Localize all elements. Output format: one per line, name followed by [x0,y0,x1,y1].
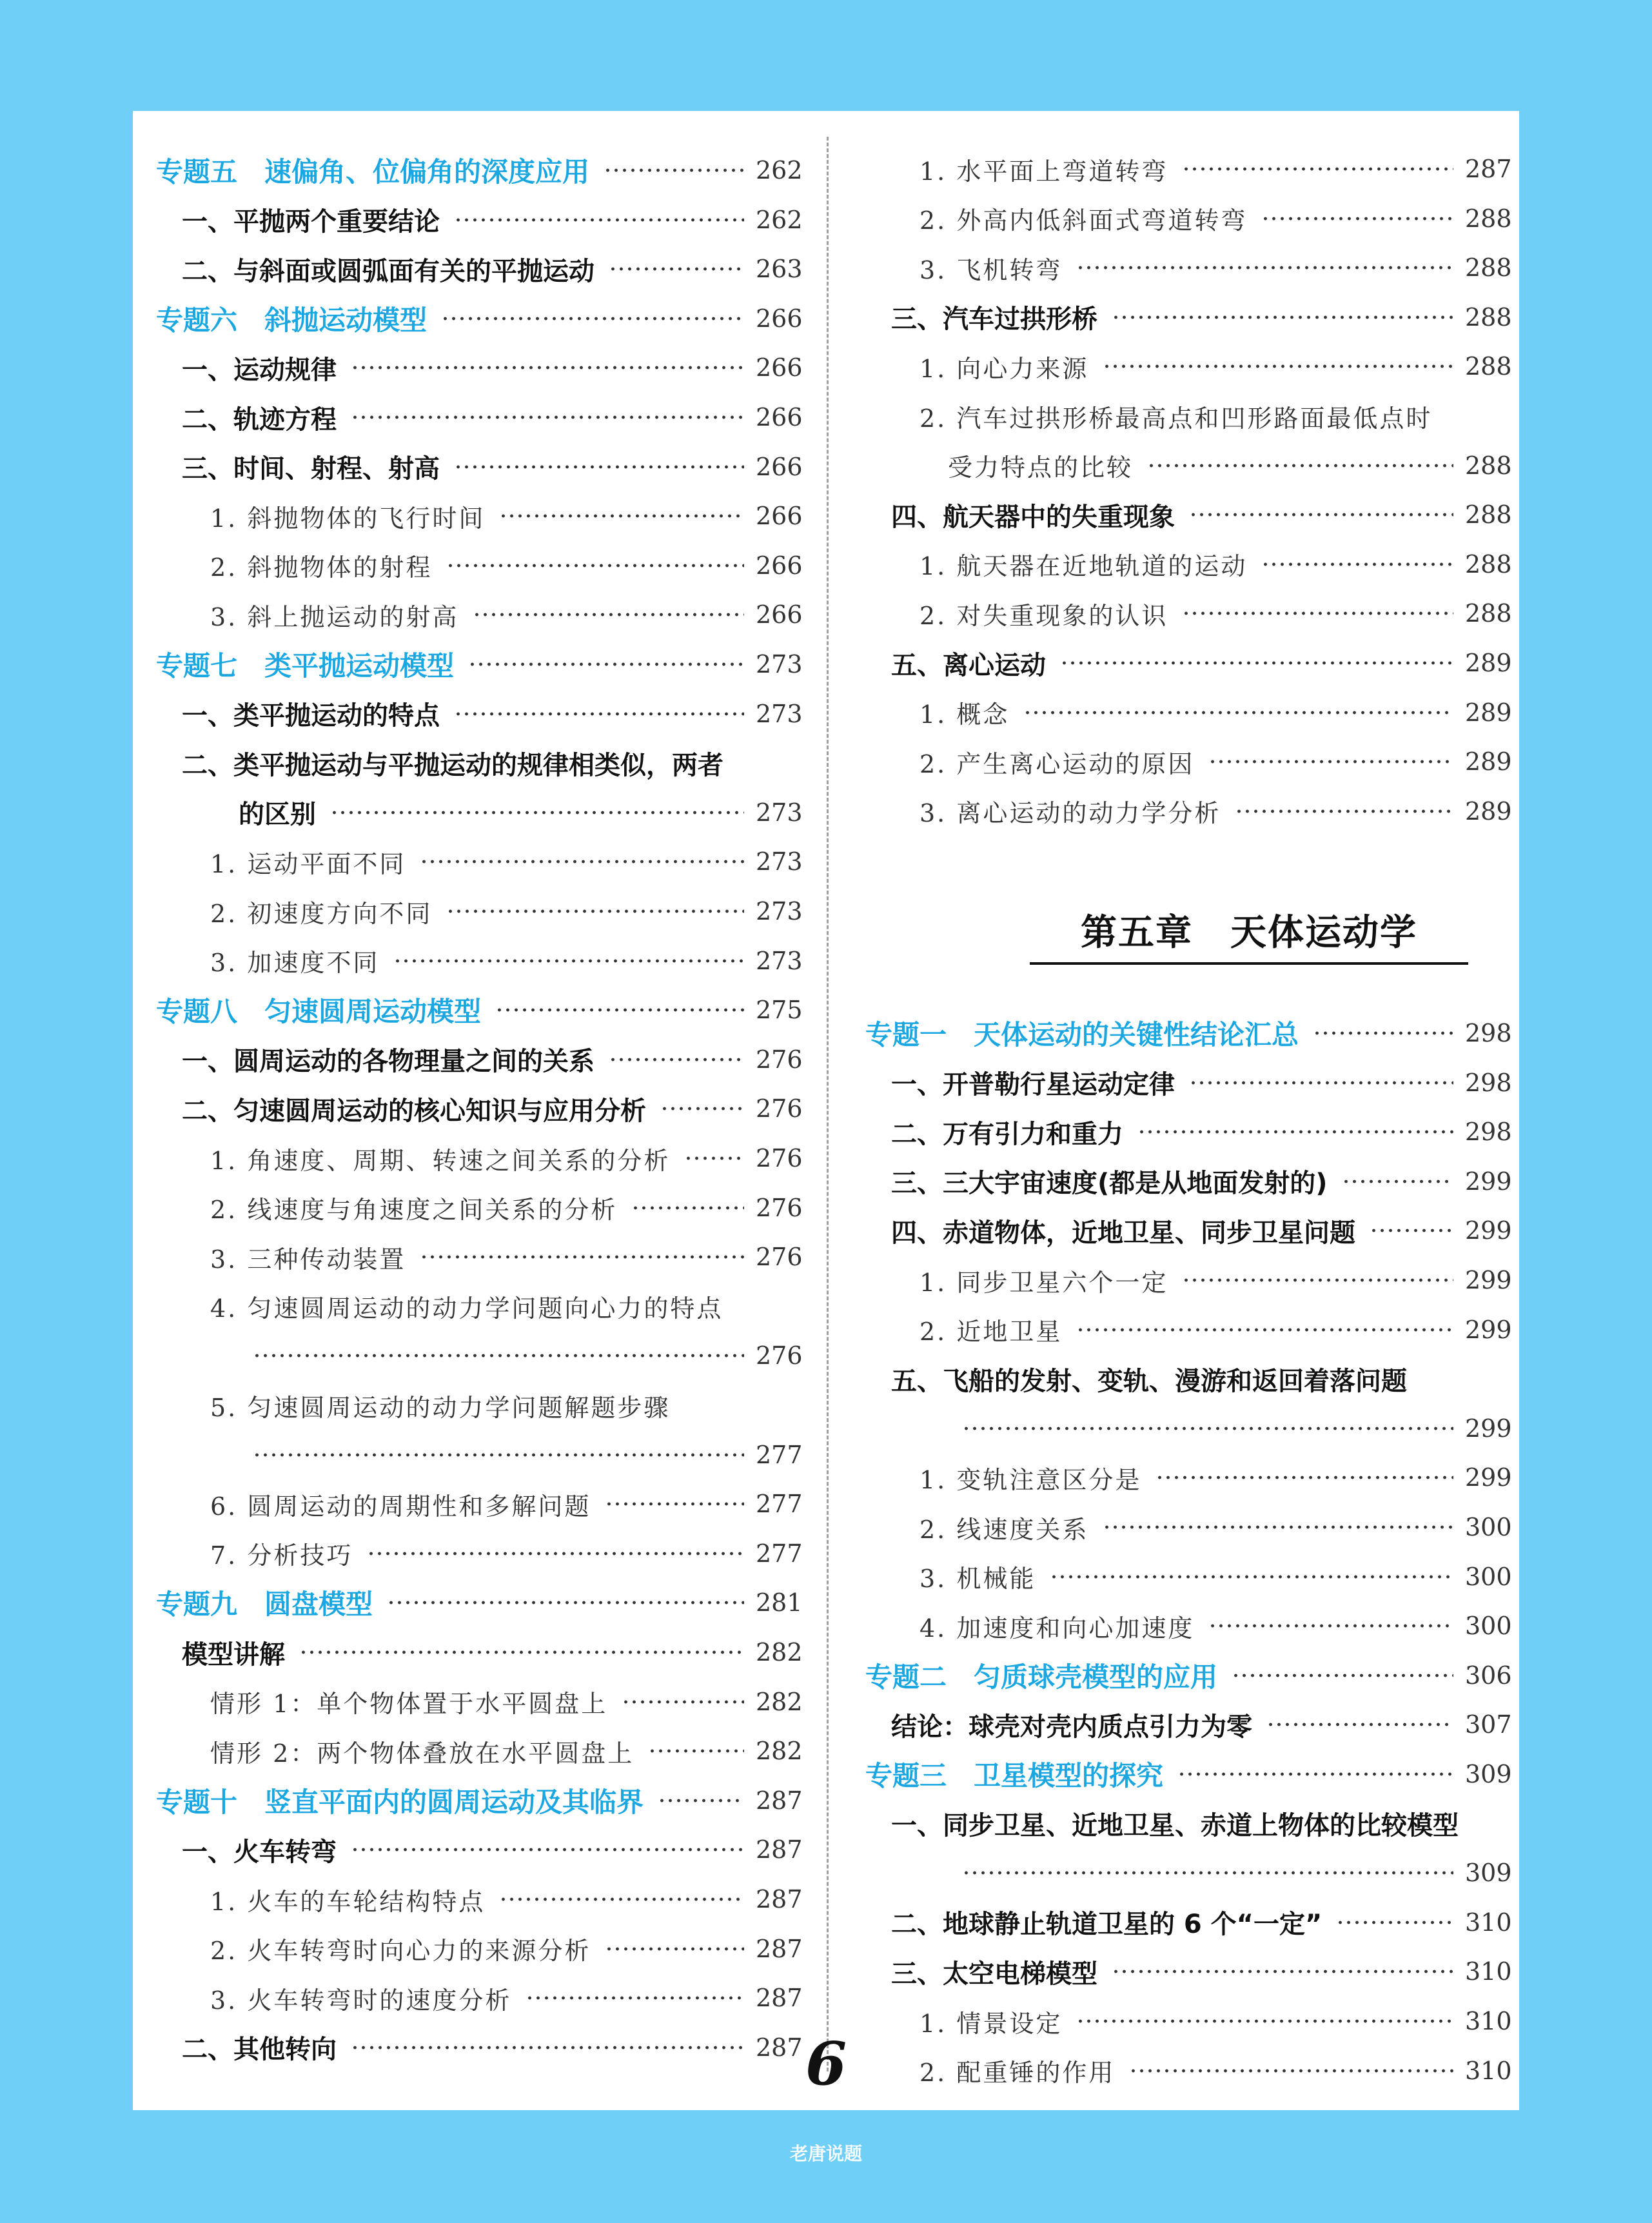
dot-leader [441,317,744,321]
toc-entry-title: 一、类平抛运动的特点 [182,701,440,731]
toc-entry[interactable] [156,448,801,486]
toc-entry-page: 299 [1465,1463,1512,1492]
toc-entry-page: 287 [756,1984,803,2013]
dot-leader [473,613,744,617]
toc-entry-title: 一、火车转弯 [182,1837,337,1867]
toc-entry[interactable] [156,1683,801,1721]
toc-entry[interactable] [156,250,801,288]
dot-leader [330,811,744,815]
toc-entry[interactable] [156,1040,801,1079]
toc-entry-page: 307 [1465,1710,1512,1739]
dot-leader [1076,1328,1453,1332]
toc-entry-page: 309 [1465,1859,1512,1888]
toc-entry-title: 2. 配重锤的作用 [919,2059,1116,2088]
dot-leader [622,1700,744,1704]
toc-entry-title: 专题七 类平抛运动模型 [156,650,455,682]
toc-entry-page: 281 [756,1588,803,1617]
toc-entry[interactable] [156,695,801,733]
toc-entry-page: 266 [756,502,803,531]
dot-leader [609,267,744,271]
toc-entry-title: 一、运动规律 [182,355,337,385]
dot-leader [351,1848,744,1852]
toc-entry-title: 2. 对失重现象的认识 [919,601,1168,630]
toc-entry-title: 专题五 速偏角、位偏角的深度应用 [156,156,590,188]
toc-entry-title: 1. 概念 [919,700,1010,729]
toc-entry[interactable] [865,1310,1510,1349]
toc-entry-page: 282 [756,1737,803,1766]
dot-leader [387,1601,744,1605]
toc-entry-page: 262 [756,205,803,234]
dot-leader [962,1427,1453,1430]
toc-entry-page: 289 [1465,796,1512,825]
dot-leader [1155,1476,1453,1479]
dot-leader [1208,1624,1453,1628]
toc-entry[interactable] [865,1853,1510,1892]
dot-leader [1177,1772,1453,1776]
dot-leader [660,1107,744,1111]
toc-entry[interactable] [156,1633,801,1672]
toc-entry-page: 288 [1465,599,1512,628]
dot-leader [351,415,744,419]
toc-entry-title: 二、匀速圆周运动的核心知识与应用分析 [182,1096,646,1126]
dot-leader [253,1453,744,1457]
toc-entry-title: 情形 1：单个物体置于水平圆盘上 [210,1690,608,1719]
dot-leader [1023,711,1453,715]
toc-entry-title: 1. 变轨注意区分是 [919,1465,1142,1494]
toc-entry-title: 一、开普勒行星运动定律 [891,1070,1175,1100]
toc-entry-page: 273 [756,798,803,827]
toc-entry-title: 1. 斜抛物体的飞行时间 [210,504,486,533]
toc-entry-page: 277 [756,1539,803,1568]
toc-entry-title: 模型讲解 [182,1639,285,1670]
toc-entry-page: 299 [1465,1414,1512,1443]
toc-entry[interactable] [865,792,1510,831]
toc-entry-page: 273 [756,897,803,925]
toc-entry-page: 298 [1465,1068,1512,1097]
toc-entry-page: 276 [756,1341,803,1370]
toc-entry[interactable] [865,693,1510,732]
toc-entry-page: 287 [756,1835,803,1864]
toc-entry[interactable] [865,1656,1510,1695]
toc-entry-page: 275 [756,996,803,1025]
toc-entry-page: 288 [1465,500,1512,529]
dot-leader [1182,167,1453,171]
toc-entry-title: 结论：球壳对壳内质点引力为零 [891,1712,1252,1742]
toc-entry[interactable] [156,892,801,931]
toc-entry-page: 282 [756,1638,803,1666]
dot-leader [446,909,744,913]
toc-entry-page: 300 [1465,1612,1512,1641]
toc-entry-page: 266 [756,551,803,580]
toc-entry-title: 2. 外高内低斜面式弯道转弯 [919,206,1248,235]
toc-entry-title: 三、汽车过拱形桥 [891,304,1097,335]
toc-entry-page: 288 [1465,451,1512,480]
toc-entry-page: 288 [1465,253,1512,282]
toc-entry-title: 专题六 斜抛运动模型 [156,304,428,336]
toc-entry-title: 三、三大宇宙速度(都是从地面发射的) [891,1169,1328,1199]
toc-entry-title: 二、与斜面或圆弧面有关的平抛运动 [182,256,595,286]
toc-entry-page: 288 [1465,352,1512,381]
toc-entry[interactable] [865,1261,1510,1299]
toc-entry-title: 3. 离心运动的动力学分析 [919,799,1221,828]
toc-entry[interactable] [865,1359,1510,1398]
dot-leader [454,712,744,716]
toc-entry-page: 262 [756,156,803,184]
dot-leader [609,1058,744,1062]
dot-leader [1266,1723,1453,1726]
dot-leader [631,1206,744,1210]
toc-entry[interactable] [865,1458,1510,1497]
toc-entry-page: 263 [756,255,803,284]
toc-entry-page: 299 [1465,1167,1512,1196]
toc-entry-title: 2. 产生离心运动的原因 [919,749,1195,778]
dot-leader [648,1749,744,1753]
toc-entry-title: 5. 匀速圆周运动的动力学问题解题步骤 [210,1393,671,1422]
toc-entry-page: 306 [1465,1661,1512,1690]
dot-leader [1182,611,1453,615]
toc-entry[interactable] [865,1952,1510,1991]
toc-entry-page: 298 [1465,1019,1512,1047]
toc-entry[interactable] [865,1755,1510,1793]
toc-entry[interactable] [156,1880,801,1919]
dot-leader [1103,1525,1453,1529]
dot-leader [468,662,744,666]
dot-leader [605,1502,744,1506]
dot-leader [351,2046,744,2050]
dot-leader [495,1008,744,1012]
toc-entry[interactable] [156,348,801,387]
toc-entry-title: 一、圆周运动的各物理量之间的关系 [182,1047,595,1077]
toc-entry[interactable] [865,1063,1510,1102]
dot-leader [253,1354,744,1358]
toc-entry[interactable] [156,1287,801,1326]
dot-leader [684,1156,744,1160]
toc-entry[interactable] [865,1557,1510,1596]
toc-entry-page: 289 [1465,698,1512,727]
toc-entry-page: 277 [756,1440,803,1469]
toc-entry-page: 273 [756,946,803,975]
toc-entry[interactable] [156,497,801,535]
toc-entry-title: 一、平抛两个重要结论 [182,207,440,237]
toc-entry-page: 300 [1465,1562,1512,1591]
toc-entry[interactable] [156,299,801,338]
toc-entry-title: 五、离心运动 [891,650,1046,680]
toc-entry-page: 289 [1465,747,1512,776]
toc-entry[interactable] [156,1534,801,1573]
toc-entry-page: 310 [1465,2056,1512,2085]
toc-entry-page: 273 [756,847,803,876]
toc-entry-title: 4. 匀速圆周运动的动力学问题向心力的特点 [210,1294,723,1323]
toc-entry-title: 三、太空电梯模型 [891,1959,1097,1989]
toc-entry-page: 266 [756,304,803,333]
toc-entry-title: 四、赤道物体，近地卫星、同步卫星问题 [891,1218,1355,1248]
toc-entry-title: 四、航天器中的失重现象 [891,502,1175,532]
toc-entry-page: 309 [1465,1760,1512,1788]
toc-entry-title: 2. 线速度与角速度之间关系的分析 [210,1196,618,1225]
toc-entry[interactable] [865,1705,1510,1744]
toc-entry[interactable] [865,397,1510,435]
toc-entry-page: 287 [1465,155,1512,183]
toc-entry-page: 299 [1465,1315,1512,1344]
dot-leader [1050,1575,1453,1579]
toc-entry-page: 310 [1465,2007,1512,2035]
toc-entry-title: 2. 初速度方向不同 [210,899,433,928]
dot-leader [454,218,744,222]
dot-leader [420,860,744,864]
toc-entry[interactable] [865,545,1510,584]
toc-entry-title: 2. 近地卫星 [919,1318,1063,1347]
toc-entry-page: 287 [756,1885,803,1913]
toc-entry[interactable] [156,1336,801,1375]
toc-entry-title: 的区别 [239,800,316,830]
dot-leader [1112,315,1453,319]
dot-leader [1370,1229,1453,1232]
toc-entry[interactable] [156,1139,801,1178]
toc-entry-page: 266 [756,600,803,629]
toc-entry-title: 3. 机械能 [919,1565,1036,1594]
toc-entry-page: 288 [1465,204,1512,233]
toc-entry-page: 310 [1465,1957,1512,1986]
toc-entry[interactable] [865,594,1510,633]
toc-entry[interactable] [156,398,801,437]
toc-entry-page: 266 [756,353,803,382]
dot-leader [1189,513,1453,517]
toc-entry-title: 1. 角速度、周期、转速之间关系的分析 [210,1146,671,1175]
toc-entry-title: 3. 加速度不同 [210,949,380,978]
dot-leader [604,168,744,172]
toc-entry-title: 受力特点的比较 [948,453,1134,482]
dot-leader [1182,1278,1453,1282]
toc-entry-title: 2. 汽车过拱形桥最高点和凹形路面最低点时 [919,404,1433,433]
toc-entry-title: 二、轨迹方程 [182,404,337,435]
toc-entry-title: 三、时间、射程、射高 [182,454,440,484]
toc-entry[interactable] [865,1508,1510,1546]
dot-leader [351,366,744,370]
toc-entry[interactable] [865,742,1510,781]
dot-leader [1147,464,1453,468]
dot-leader [1076,266,1453,270]
toc-entry-page: 310 [1465,1908,1512,1937]
toc-entry-title: 一、同步卫星、近地卫星、赤道上物体的比较模型 [891,1811,1459,1841]
toc-entry-page: 287 [756,1934,803,1963]
toc-entry[interactable] [156,1979,801,2017]
toc-entry-page: 276 [756,1243,803,1272]
toc-entry[interactable] [156,1781,801,1820]
toc-entry-title: 7. 分析技巧 [210,1541,353,1570]
toc-entry-title: 1. 同步卫星六个一定 [919,1268,1168,1297]
toc-entry[interactable] [865,1211,1510,1250]
toc-entry[interactable] [156,793,801,832]
toc-entry[interactable] [156,942,801,980]
toc-entry-title: 6. 圆周运动的周期性和多解问题 [210,1492,591,1521]
toc-entry[interactable] [156,1089,801,1128]
toc-entry[interactable] [865,1409,1510,1448]
dot-leader [499,514,744,518]
watermark: 老唐说题 [789,2143,862,2164]
toc-entry[interactable] [156,2028,801,2067]
toc-entry-page: 288 [1465,549,1512,578]
dot-leader [446,564,744,568]
toc-entry-title: 1. 水平面上弯道转弯 [919,157,1168,186]
toc-entry[interactable] [156,546,801,585]
toc-entry[interactable] [865,248,1510,287]
toc-entry-page: 276 [756,1094,803,1123]
page-sheet [133,111,1519,2110]
toc-entry[interactable] [865,1112,1510,1151]
dot-leader [1137,1130,1453,1134]
dot-leader [1261,217,1453,221]
toc-entry-page: 266 [756,452,803,481]
dot-leader [1076,2019,1453,2023]
toc-entry-page: 299 [1465,1216,1512,1245]
toc-entry[interactable] [865,446,1510,485]
toc-entry[interactable] [865,2002,1510,2040]
toc-entry[interactable] [865,347,1510,386]
toc-entry-title: 情形 2：两个物体叠放在水平圆盘上 [210,1739,634,1768]
toc-entry-page: 276 [756,1045,803,1074]
toc-entry-title: 二、地球静止轨道卫星的 6 个“一定” [891,1910,1323,1940]
toc-entry[interactable] [156,842,801,881]
toc-entry-title: 专题八 匀速圆周运动模型 [156,996,482,1028]
toc-entry-title: 1. 航天器在近地轨道的运动 [919,552,1248,581]
dot-leader [605,1947,744,1951]
toc-entry[interactable] [156,1732,801,1770]
toc-entry-title: 2. 线速度关系 [919,1515,1089,1544]
dot-leader [1232,1674,1453,1677]
dot-leader [1261,562,1453,566]
toc-entry[interactable] [865,1903,1510,1942]
toc-entry-title: 2. 斜抛物体的射程 [210,553,433,582]
toc-entry-title: 二、其他转向 [182,2035,337,2065]
dot-leader [499,1897,744,1901]
toc-entry-title: 1. 情景设定 [919,2009,1063,2038]
dot-leader [1208,760,1453,764]
dot-leader [1103,364,1453,368]
toc-entry-page: 282 [756,1687,803,1716]
dot-leader [393,959,744,963]
toc-entry[interactable] [156,645,801,684]
toc-entry-title: 3. 斜上抛运动的射高 [210,602,459,631]
dot-leader [454,465,744,469]
toc-entry[interactable] [865,150,1510,188]
dot-leader [1112,1970,1453,1973]
toc-entry-title: 1. 运动平面不同 [210,849,406,878]
toc-entry-title: 3. 飞机转弯 [919,255,1063,284]
dot-leader [526,1996,744,2000]
dot-leader [1129,2069,1453,2073]
toc-entry[interactable] [156,1830,801,1869]
dot-leader [658,1799,744,1803]
toc-entry-title: 1. 向心力来源 [919,354,1089,383]
toc-entry[interactable] [156,1930,801,1968]
toc-entry[interactable] [156,151,801,190]
dot-leader [1313,1031,1453,1035]
toc-entry-title: 3. 火车转弯时的速度分析 [210,1986,512,2015]
toc-entry-page: 288 [1465,302,1512,331]
toc-entry-title: 专题十 竖直平面内的圆周运动及其临界 [156,1786,644,1818]
chapter-title: 第五章 天体运动学 [1030,903,1468,965]
toc-entry[interactable] [156,1485,801,1523]
dot-leader [1336,1921,1453,1924]
toc-entry-title: 3. 三种传动装置 [210,1245,406,1274]
toc-entry-page: 289 [1465,649,1512,677]
toc-entry[interactable] [865,495,1510,534]
toc-entry-page: 276 [756,1144,803,1172]
dot-leader [1189,1081,1453,1085]
dot-leader [420,1255,744,1259]
toc-entry-title: 4. 加速度和向心加速度 [919,1614,1195,1643]
toc-entry-title: 专题三 卫星模型的探究 [865,1760,1164,1792]
toc-entry-page: 298 [1465,1118,1512,1147]
toc-entry-title: 1. 火车的车轮结构特点 [210,1887,486,1916]
toc-entry-title: 二、万有引力和重力 [891,1119,1123,1149]
toc-entry-page: 277 [756,1490,803,1519]
dot-leader [1342,1180,1453,1183]
toc-entry-title: 专题二 匀质球壳模型的应用 [865,1661,1218,1693]
toc-entry-page: 300 [1465,1513,1512,1541]
toc-entry-page: 299 [1465,1266,1512,1294]
toc-entry[interactable] [865,2051,1510,2090]
dot-leader [1235,809,1453,813]
toc-entry-title: 专题一 天体运动的关键性结论汇总 [865,1019,1299,1051]
toc-entry[interactable] [156,595,801,634]
toc-entry[interactable] [865,1804,1510,1843]
toc-entry[interactable] [156,201,801,239]
toc-entry-page: 276 [756,1193,803,1222]
dot-leader [1060,661,1453,665]
toc-entry-title: 专题九 圆盘模型 [156,1588,373,1621]
toc-entry[interactable] [156,1238,801,1276]
toc-entry[interactable] [865,644,1510,682]
toc-entry-page: 266 [756,403,803,431]
toc-entry-page: 273 [756,699,803,728]
toc-entry[interactable] [156,1189,801,1227]
toc-entry-page: 287 [756,2033,803,2062]
toc-entry[interactable] [865,199,1510,238]
toc-entry[interactable] [865,1606,1510,1645]
column-divider [827,137,829,2071]
toc-entry[interactable] [156,1583,801,1622]
toc-entry-title: 2. 火车转弯时向心力的来源分析 [210,1937,591,1966]
toc-entry[interactable] [156,1386,801,1425]
page-number: 6 [805,2029,847,2099]
toc-entry-title: 二、类平抛运动与平抛运动的规律相类似，两者 [182,750,723,780]
toc-entry[interactable] [156,991,801,1029]
toc-entry-title: 五、飞船的发射、变轨、漫游和返回着落问题 [891,1366,1407,1396]
toc-entry[interactable] [156,744,801,782]
toc-entry[interactable] [865,1014,1510,1052]
dot-leader [962,1871,1453,1875]
toc-entry[interactable] [865,298,1510,337]
toc-entry[interactable] [156,1436,801,1474]
toc-entry[interactable] [865,1162,1510,1201]
toc-entry-page: 273 [756,650,803,678]
dot-leader [299,1650,744,1654]
toc-entry-page: 287 [756,1786,803,1815]
dot-leader [367,1552,744,1556]
